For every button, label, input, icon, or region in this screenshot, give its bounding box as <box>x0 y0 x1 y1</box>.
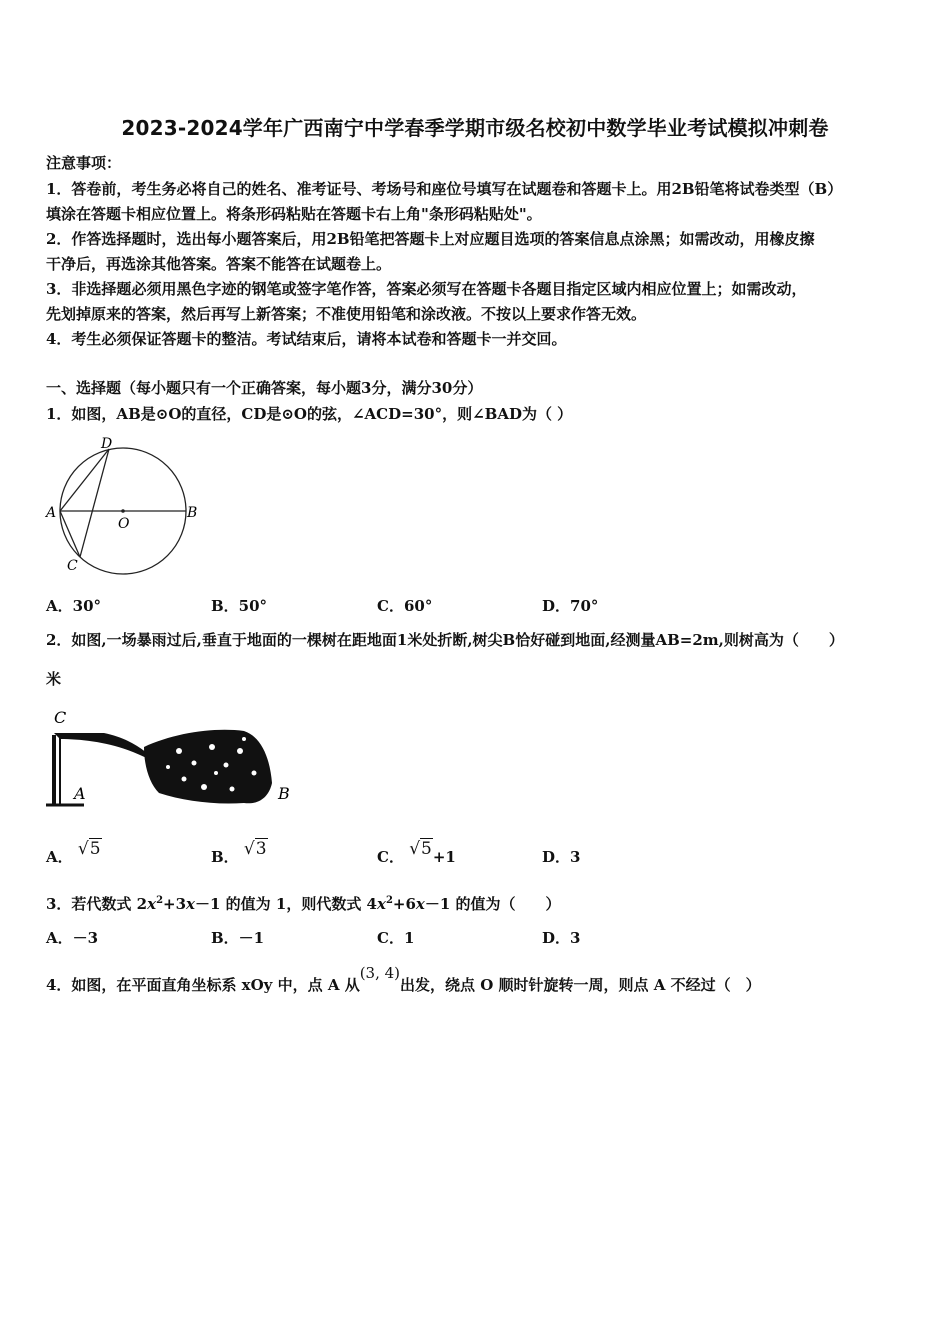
q3-option-c: C．1 <box>377 929 415 947</box>
q1-option-c: C．60° <box>377 597 433 615</box>
label-a: A <box>74 784 86 803</box>
label-d: D <box>101 436 113 452</box>
q2-stem: 2．如图,一场暴雨过后,垂直于地面的一棵树在距地面1米处折断,树尖B恰好碰到地面,经测量AB=2m,则树高为（ ） <box>46 631 844 649</box>
q2-option-c: C． √5+1 <box>377 839 456 866</box>
page-title: 2023-2024学年广西南宁中学春季学期市级名校初中数学毕业考试模拟冲刺卷 <box>121 116 829 140</box>
q2-tree-figure <box>44 703 304 811</box>
q4-stem: 4．如图，在平面直角坐标系 xOy 中，点 A 从(3, 4)出发，绕点 O 顺时针旋转一周，则点 A 不经过（ ） <box>46 964 761 994</box>
q3-stem: 3．若代数式 $2x^2+3x-1$ 的值为 1，则代数式 $4x^2+6x-1$ 的值为（ ） <box>46 895 561 913</box>
q3-option-b: B．－1 <box>211 929 265 947</box>
q1-option-a: A．30° <box>46 597 102 615</box>
q2-option-d: D．3 <box>542 848 581 866</box>
q2-option-b: B． √3 <box>211 839 267 866</box>
q3-option-d: D．3 <box>542 929 581 947</box>
section-heading: 一、选择题（每小题只有一个正确答案，每小题3分，满分30分） <box>46 379 483 397</box>
notice-line: 先划掉原来的答案，然后再写上新答案；不准使用铅笔和涂改液。不按以上要求作答无效。 <box>46 305 647 323</box>
label-c: C <box>67 558 78 574</box>
q1-option-d: D．70° <box>542 597 599 615</box>
sqrt-5: √5 <box>77 839 101 859</box>
sqrt-3: √3 <box>243 839 267 859</box>
label-o: O <box>118 516 130 532</box>
notice-line: 填涂在答题卡相应位置上。将条形码粘贴在答题卡右上角"条形码粘贴处"。 <box>46 205 542 223</box>
q1-option-b: B．50° <box>211 597 268 615</box>
q1-stem: 1．如图，AB是⊙O的直径，CD是⊙O的弦，∠ACD=30°，则∠BAD为（ ） <box>46 405 573 423</box>
label-c: C <box>54 708 67 727</box>
label-b: B <box>187 505 198 521</box>
q1-circle-figure <box>40 432 205 582</box>
notice-line: 3．非选择题必须用黑色字迹的钢笔或签字笔作答，答案必须写在答题卡各题目指定区域内相应位置上；如需改动， <box>46 280 807 298</box>
sqrt-5: √5 <box>409 839 432 859</box>
q3-option-a: A．－3 <box>46 929 99 947</box>
notice-line: 2．作答选择题时，选出每小题答案后，用2B铅笔把答题卡上对应题目选项的答案信息点涂黑；如需改动，用橡皮擦 <box>46 230 815 248</box>
q2-stem-cont: 米 <box>46 670 62 688</box>
notice-line: 1．答卷前，考生务必将自己的姓名、准考证号、考场号和座位号填写在试题卷和答题卡上。用2B铅笔将试卷类型（B） <box>46 180 843 198</box>
point-coordinates: (3, 4) <box>359 964 401 982</box>
label-b: B <box>278 784 290 803</box>
notice-line: 4．考生必须保证答题卡的整洁。考试结束后，请将本试卷和答题卡一并交回。 <box>46 330 567 348</box>
q2-option-a: A． √5 <box>46 839 101 866</box>
notice-line: 干净后，再选涂其他答案。答案不能答在试题卷上。 <box>46 255 392 273</box>
label-a: A <box>46 505 57 521</box>
notice-heading: 注意事项： <box>46 154 122 172</box>
